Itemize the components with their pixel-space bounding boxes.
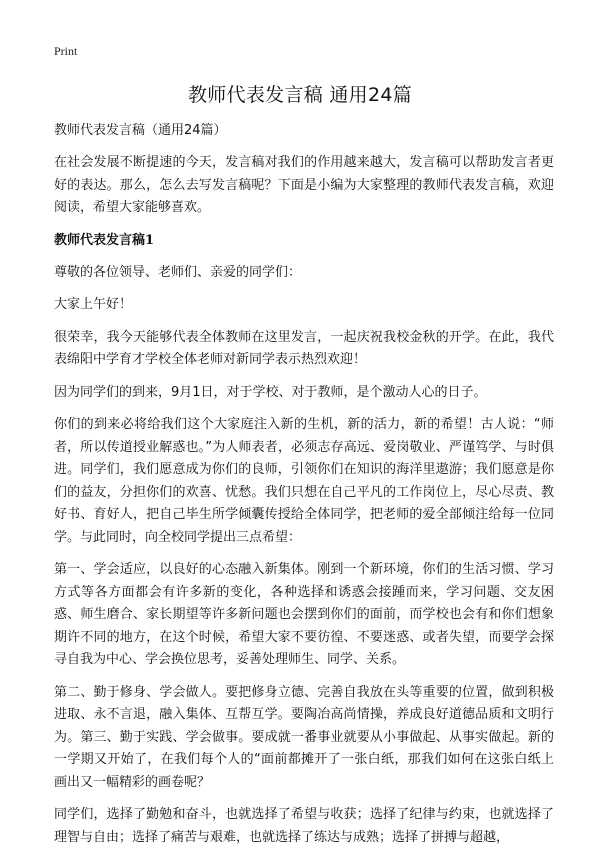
paragraph-second-hope: 第二、勤于修身、学会做人。要把修身立德、完善自我放在头等重要的位置，做到积极进取、永不言退，融入集体、互帮互学。要陶冶高尚情操，养成良好道德品质和文明行为。第三、勤于实践、学会做事。要成就一番事业就要从小事做起、从事实做起。新的一学期又开始了，在我们每个人的“面前都摊开了一张白纸，那我们如何在这张白纸上画出又一幅精彩的画卷呢？ — [54, 684, 554, 790]
intro-paragraph: 在社会发展不断提速的今天，发言稿对我们的作用越来越大，发言稿可以帮助发言者更好的表达。那么，怎么去写发言稿呢？下面是小编为大家整理的教师代表发言稿，欢迎阅读，希望大家能够喜欢。 — [54, 155, 554, 215]
document-body — [54, 120, 554, 859]
paragraph-date: 因为同学们的到来，9月1日，对于学校、对于教师，是个激动人心的日子。 — [54, 384, 487, 400]
print-label[interactable]: Print — [54, 44, 78, 58]
document-title: 教师代表发言稿 通用24篇 — [187, 84, 413, 106]
paragraph-choices: 同学们，选择了勤勉和奋斗，也就选择了希望与收获；选择了纪律与约束，也就选择了理智与自由；选择了痛苦与艰难，也就选择了练达与成熟；选择了拼搏与超越， — [54, 807, 554, 845]
paragraph-greeting: 尊敬的各位领导、老师们、亲爱的同学们： — [54, 264, 302, 280]
document-subtitle: 教师代表发言稿（通用24篇） — [54, 123, 227, 138]
section-heading: 教师代表发言稿1 — [54, 232, 155, 248]
paragraph-good-morning: 大家上午好！ — [54, 297, 133, 312]
paragraph-first-hope: 第一、学会适应，以良好的心态融入新集体。刚到一个新环境，你们的生活习惯、学习方式等各方面都会有许多新的变化，各种选择和诱惑会接踵而来，学习问题、交友困惑、师生磨合、家长期望等许多新问题也会摆到你们的面前，而学校也会有和你们想象期许不同的地方，在这个时候，希望大家不要彷徨、不要迷惑、或者失望，而要学会探寻自我为中心、学会换位思考，妥善处理师生、同学、关系。 — [54, 562, 554, 667]
paragraph-honor: 很荣幸，我今天能够代表全体教师在这里发言，一起庆祝我校金秋的开学。在此，我代表绵阳中学育才学校全体老师对新同学表示热烈欢迎！ — [54, 329, 554, 367]
paragraph-arrival: 你们的到来必将给我们这个大家庭注入新的生机，新的活力，新的希望！古人说：“师者，所以传道授业解惑也。”为人师表者，必须志存高远、爱岗敬业、严谨笃学、与时俱进。同学们，我们愿意成为你们的良师，引领你们在知识的海洋里遨游；我们愿意是你们的益友，分担你们的欢喜、忧愁。我们只想在自己平凡的工作岗位上，尽心尽责、教好书、育好人，把自己毕生所学倾囊传授给全体同学，把老师的爱全部倾注给每一位同学。与此同时，向全校同学提出三点希望： — [54, 417, 554, 545]
